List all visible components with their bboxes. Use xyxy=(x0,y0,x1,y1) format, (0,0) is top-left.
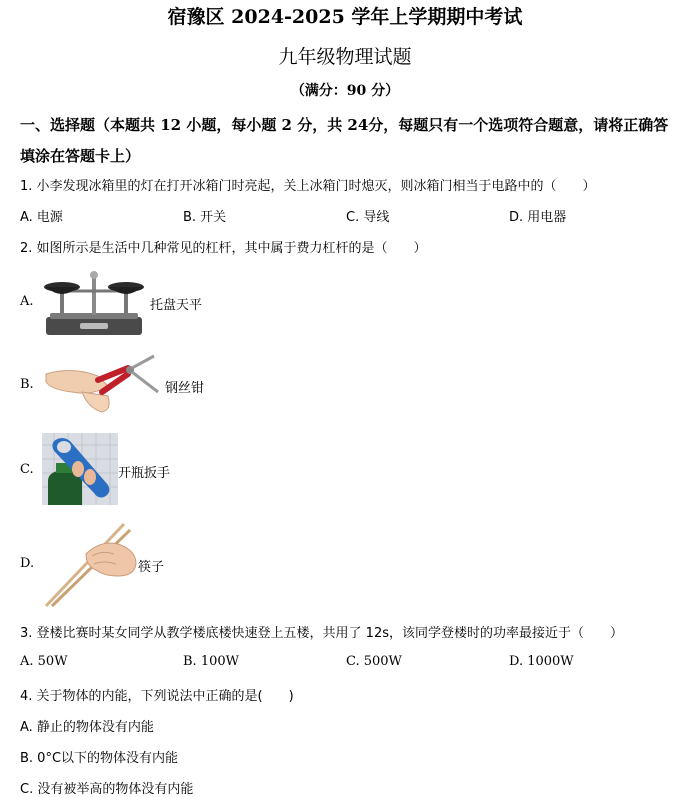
q1-option-c: C. 导线 xyxy=(346,210,390,225)
question-4-stem: 4. 关于物体的内能，下列说法中正确的是( ) xyxy=(20,689,294,704)
q3-option-c: C. 500W xyxy=(346,654,402,669)
q2-option-d-letter: D. xyxy=(20,556,35,571)
question-1-stem: 1. 小李发现冰箱里的灯在打开冰箱门时亮起，关上冰箱门时熄灭，则冰箱门相当于电路中的（ ） xyxy=(20,179,596,194)
q4-option-c: C. 没有被举高的物体没有内能 xyxy=(20,782,194,797)
q1-option-b: B. 开关 xyxy=(183,210,227,225)
q4-option-b: B. 0°C以下的物体没有内能 xyxy=(20,751,179,766)
pliers-icon xyxy=(42,352,162,418)
score-note: （满分：90 分） xyxy=(290,83,400,99)
q1-option-a: A. 电源 xyxy=(20,210,63,225)
q2-option-d-caption: 筷子 xyxy=(138,560,165,575)
question-2-stem: 2. 如图所示是生活中几种常见的杠杆，其中属于费力杠杆的是（ ） xyxy=(20,241,427,256)
question-3-stem: 3. 登楼比赛时某女同学从教学楼底楼快速登上五楼，共用了 12s，该同学登楼时的功率最接近于（ ） xyxy=(20,626,623,641)
q3-option-a: A. 50W xyxy=(20,654,68,669)
q2-option-b-letter: B. xyxy=(20,377,34,392)
q3-option-d: D. 1000W xyxy=(509,654,574,669)
balance-scale-icon xyxy=(40,267,148,343)
q2-option-b-caption: 钢丝钳 xyxy=(165,381,205,396)
q2-option-c-letter: C. xyxy=(20,462,34,477)
q2-option-a-letter: A. xyxy=(20,294,34,309)
bottle-opener-icon xyxy=(42,433,118,505)
chopsticks-icon xyxy=(42,520,138,608)
q1-option-d: D. 用电器 xyxy=(509,210,567,225)
q4-option-a: A. 静止的物体没有内能 xyxy=(20,720,154,735)
section-heading: 一、选择题（本题共 12 小题，每小题 2 分，共 24分，每题只有一个选项符合题意，请将正确答填涂在答题卡上） xyxy=(20,116,669,165)
q2-option-c-caption: 开瓶扳手 xyxy=(118,466,171,481)
exam-title: 宿豫区 2024-2025 学年上学期期中考试 xyxy=(167,6,523,28)
q2-option-a-caption: 托盘天平 xyxy=(150,298,203,313)
q3-option-b: B. 100W xyxy=(183,654,239,669)
exam-subtitle: 九年级物理试题 xyxy=(278,46,412,68)
